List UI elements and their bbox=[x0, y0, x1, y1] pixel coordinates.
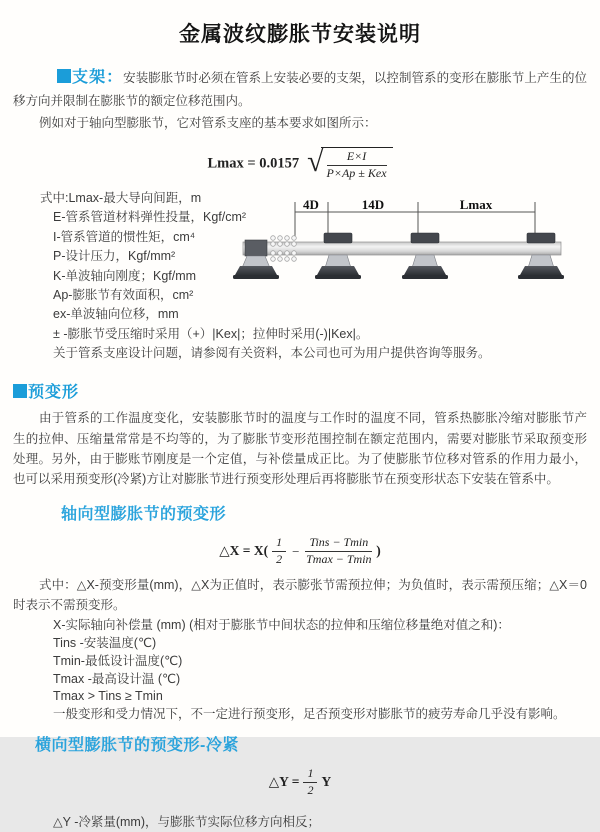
radical-sign: √ bbox=[307, 144, 324, 178]
lmax-formula-denominator: P×Ap ± Kex bbox=[326, 166, 387, 181]
lateral-subsection-heading: 横向型膨胀节的预变形-冷紧 bbox=[35, 736, 239, 754]
parameter-line: Tmax -最高设计温 (℃) bbox=[53, 671, 181, 686]
parameter-line: 一般变形和受力情况下，不一定进行预变形，足否预变形对膨胀节的疲劳寿命几乎没有影响。 bbox=[53, 707, 566, 722]
minus-sign: − bbox=[292, 543, 300, 559]
parameter-line: Tmax > Tins ≥ Tmin bbox=[53, 689, 163, 704]
lateral-formula-lhs: △Y = bbox=[268, 773, 300, 789]
axial-parameter-list bbox=[13, 617, 587, 724]
lmax-formula-numerator: E×I bbox=[327, 150, 387, 166]
axial-formula bbox=[13, 536, 587, 567]
parameter-line: X-实际轴向补偿量 (mm) (相对于膨胀节中间状态的拉伸和压缩位移量绝对值之和)： bbox=[53, 618, 510, 633]
axial-formula-denominator: Tmax − Tmin bbox=[306, 552, 372, 567]
half-numerator: 1 bbox=[272, 536, 286, 552]
support-intro-text: 安装膨胀节时必须在管系上安装必要的支架，以控制管系的变形在膨胀节上产生的位移方向并限制在膨胀节的额定位移范围内。 bbox=[13, 71, 587, 108]
parameter-line: Tins -安装温度(℃) bbox=[53, 636, 157, 651]
definition-line: 关于管系支座设计问题，请参阅有关资料，本公司也可为用户提供咨询等服务。 bbox=[53, 346, 491, 360]
definition-line: 式中:Lmax-最大导向间距，m bbox=[40, 191, 202, 205]
support-example-line: 例如对于轴向型膨胀节，它对管系支座的基本要求如图所示： bbox=[39, 116, 377, 131]
dimension-label-4d: 4D bbox=[303, 197, 319, 212]
definition-line: ex-单波轴向位移，mm bbox=[53, 307, 179, 322]
definition-line: I-管系管道的惯性矩，cm⁴ bbox=[53, 229, 196, 244]
section-marker-icon bbox=[13, 384, 27, 398]
axial-formula-numerator: Tins − Tmin bbox=[305, 536, 372, 552]
lateral-note-line: △Y -冷紧量(mm)，与膨胀节实际位移方向相反； bbox=[53, 814, 321, 829]
dimension-label-14d: 14D bbox=[361, 197, 385, 212]
dimension-label-lmax: Lmax bbox=[459, 197, 493, 212]
support-section-heading: 支架： bbox=[72, 69, 124, 86]
pipe bbox=[243, 242, 561, 255]
lmax-formula bbox=[13, 144, 587, 181]
pipe-diagram-svg bbox=[243, 196, 595, 296]
lmax-formula-lhs: Lmax = 0.0157 bbox=[207, 155, 300, 172]
definition-line: E-管系管道材料弹性投量，Kgf/cm² bbox=[53, 210, 247, 225]
axial-explain-paragraph: 式中：△X-预变形量(mm)，△X为正值时，表示膨张节需预拉伸；为负值时，表示需预压缩；△X＝0时表示不需预变形。 bbox=[13, 577, 587, 613]
predeform-section-heading-row bbox=[13, 379, 587, 402]
definition-line: Ap-膨胀节有效面积，cm² bbox=[53, 287, 194, 302]
section-marker-icon bbox=[57, 69, 71, 83]
right-paren: ) bbox=[376, 543, 381, 559]
axial-subsection-heading: 轴向型膨胀节的预变形 bbox=[61, 506, 227, 524]
pipe-support-diagram bbox=[243, 196, 595, 296]
support-paragraph bbox=[13, 65, 587, 111]
definition-line: ± -膨胀节受压缩时采用（+）|Kex|；拉伸时采用(-)|Kex|。 bbox=[53, 326, 369, 341]
axial-formula-lhs: △X = X( bbox=[219, 543, 269, 559]
definition-line: P-设计压力，Kgf/mm² bbox=[53, 249, 176, 264]
lateral-formula bbox=[13, 767, 587, 798]
page-title: 金属波纹膨胀节安装说明 bbox=[179, 23, 421, 46]
pipe-guide-support bbox=[315, 233, 361, 279]
pipe-guide-support bbox=[518, 233, 564, 279]
half-denominator: 2 bbox=[276, 552, 283, 567]
definition-line: K-单波轴向刚度；Kgf/mm bbox=[53, 268, 197, 283]
half-numerator: 1 bbox=[303, 767, 317, 783]
parameter-line: Tmin-最低设计温度(℃) bbox=[53, 653, 183, 668]
predeform-paragraph: 由于管系的工作温度变化，安装膨胀节时的温度与工作时的温度不同，管系热膨胀冷缩对膨胀节产生的拉伸、压缩量常常是不均等的，为了膨胀节变形范围控制在额定范围内，需要对膨胀节采取预变形处理。另外，由于膨账节刚度是一个定值，与补偿量成正比。为了使膨胀节位移对管系的作用力最小，也可以采用预变形(冷紧)方让对膨胀节进行预变形处理后再将膨胀节在预变形状态下安装在管系中。 bbox=[13, 411, 587, 487]
predeform-section-heading: 预变形 bbox=[28, 384, 80, 402]
lateral-formula-rhs: Y bbox=[321, 773, 332, 789]
pipe-guide-support bbox=[402, 233, 448, 279]
half-denominator: 2 bbox=[307, 782, 314, 797]
